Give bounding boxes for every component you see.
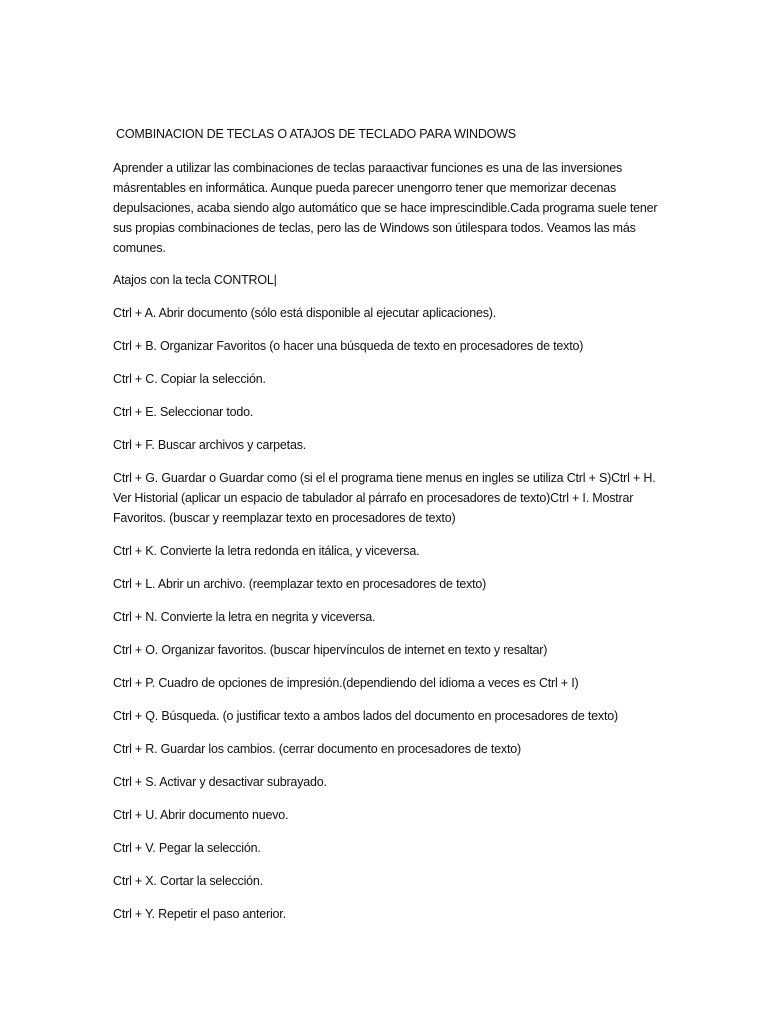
shortcut-ctrl-a: Ctrl + A. Abrir documento (sólo está disponible al ejecutar aplicaciones). [113,306,496,320]
shortcut-ctrl-f: Ctrl + F. Buscar archivos y carpetas. [113,438,307,452]
intro-paragraph: Aprender a utilizar las combinaciones de teclas paraactivar funciones es una de las inversiones másrentables en informática. Aunque pueda parecer unengorro tener que memorizar decenas depulsaciones, acaba siendo algo automático que se hace imprescindible.Cada programa suele tener sus propias combinaciones de teclas, pero las de Windows son útilespara todos. Veamos las más comunes. [113,161,658,255]
shortcut-ctrl-n: Ctrl + N. Convierte la letra en negrita y viceversa. [113,610,376,624]
shortcut-ctrl-q: Ctrl + Q. Búsqueda. (o justificar texto a ambos lados del documento en procesadores de texto) [113,709,618,723]
shortcut-ctrl-v: Ctrl + V. Pegar la selección. [113,841,261,855]
shortcut-ctrl-b: Ctrl + B. Organizar Favoritos (o hacer una búsqueda de texto en procesadores de texto) [113,339,584,353]
shortcut-ctrl-c: Ctrl + C. Copiar la selección. [113,372,266,386]
shortcut-ctrl-u: Ctrl + U. Abrir documento nuevo. [113,808,289,822]
section-heading: Atajos con la tecla CONTROL| [113,273,277,287]
shortcut-ctrl-x: Ctrl + X. Cortar la selección. [113,874,263,888]
shortcut-ctrl-o: Ctrl + O. Organizar favoritos. (buscar hipervínculos de internet en texto y resaltar) [113,643,548,657]
shortcut-ctrl-s: Ctrl + S. Activar y desactivar subrayado. [113,775,327,789]
shortcut-ctrl-y: Ctrl + Y. Repetir el paso anterior. [113,907,286,921]
document-title: COMBINACION DE TECLAS O ATAJOS DE TECLADO PARA WINDOWS [116,127,516,141]
shortcut-ctrl-k: Ctrl + K. Convierte la letra redonda en itálica, y viceversa. [113,544,420,558]
document-page [113,126,658,937]
shortcut-ctrl-l: Ctrl + L. Abrir un archivo. (reemplazar texto en procesadores de texto) [113,577,487,591]
shortcut-ctrl-r: Ctrl + R. Guardar los cambios. (cerrar documento en procesadores de texto) [113,742,521,756]
shortcut-ctrl-g-h-i: Ctrl + G. Guardar o Guardar como (si el el programa tiene menus en ingles se utiliza Ctrl + S)Ctrl + H. Ver Historial (aplicar un espacio de tabulador al párrafo en procesadores de texto)Ctrl + I. Mostrar Favoritos. (buscar y reemplazar texto en procesadores de texto) [113,471,656,525]
shortcut-ctrl-p: Ctrl + P. Cuadro de opciones de impresión.(dependiendo del idioma a veces es Ctrl + I) [113,676,579,690]
shortcut-ctrl-e: Ctrl + E. Seleccionar todo. [113,405,254,419]
